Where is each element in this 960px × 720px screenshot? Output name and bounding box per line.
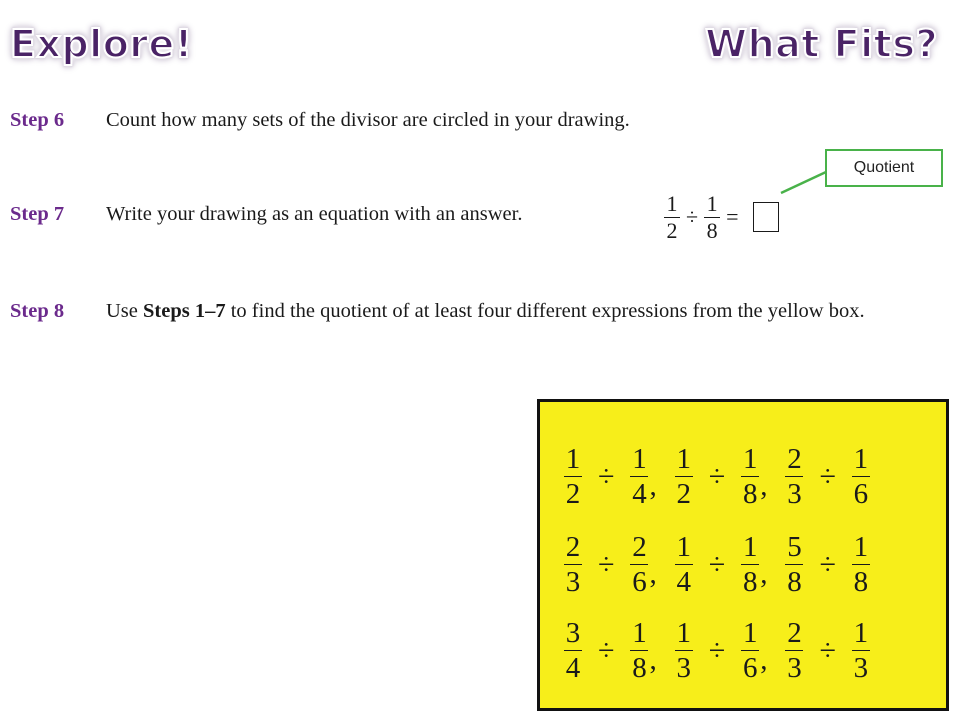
divisor-fraction: $\frac{2}{6}$ bbox=[632, 531, 647, 598]
what-fits-title: What Fits? bbox=[705, 22, 938, 66]
dividend-fraction: $\frac{3}{4}$ bbox=[565, 617, 581, 684]
step-8-text: Use Steps 1–7 to find the quotient of at least four different expressions from the yellow box. bbox=[106, 300, 865, 322]
divide-sign: ÷ bbox=[708, 459, 726, 493]
division-expression bbox=[564, 616, 675, 685]
dividend-fraction: $\frac{1}{2}$ bbox=[565, 443, 581, 510]
division-expression bbox=[564, 442, 675, 511]
division-expression bbox=[564, 530, 675, 599]
divisor-fraction: $\frac{1}{3}$ bbox=[853, 617, 869, 684]
explore-title: Explore! bbox=[10, 22, 193, 66]
expression-row bbox=[564, 442, 870, 511]
equation-fraction-b: $\frac{1}{8}$ bbox=[704, 191, 720, 244]
yellow-expression-box bbox=[537, 399, 949, 711]
divisor-fraction: $\frac{1}{8}$ bbox=[742, 531, 758, 598]
comma-separator: , bbox=[649, 644, 657, 676]
divide-sign: ÷ bbox=[819, 633, 836, 667]
divide-sign: ÷ bbox=[708, 633, 726, 667]
expression-row bbox=[564, 530, 870, 599]
answer-box[interactable] bbox=[753, 202, 779, 232]
divisor-fraction: $\frac{1}{6}$ bbox=[853, 443, 869, 510]
divisor-fraction: $\frac{1}{6}$ bbox=[742, 617, 758, 684]
division-expression bbox=[785, 616, 869, 685]
comma-separator: , bbox=[760, 558, 768, 590]
quotient-label: Quotient bbox=[853, 159, 915, 176]
quotient-callout bbox=[825, 149, 943, 187]
step-7-label: Step 7 bbox=[10, 203, 65, 225]
step-6-text: Count how many sets of the divisor are circled in your drawing. bbox=[106, 109, 630, 131]
step-7-equation bbox=[664, 186, 779, 248]
step-6-label: Step 6 bbox=[10, 109, 65, 131]
equation-equals: = bbox=[726, 204, 739, 229]
comma-separator: , bbox=[760, 470, 768, 502]
dividend-fraction: $\frac{2}{3}$ bbox=[565, 531, 581, 598]
comma-separator: , bbox=[760, 644, 768, 676]
divisor-fraction: $\frac{1}{4}$ bbox=[632, 443, 647, 510]
equation-divide: ÷ bbox=[686, 204, 699, 229]
dividend-fraction: $\frac{1}{2}$ bbox=[676, 443, 691, 510]
step-7-text: Write your drawing as an equation with an answer. bbox=[106, 203, 523, 225]
dividend-fraction: $\frac{2}{3}$ bbox=[787, 617, 802, 684]
division-expression bbox=[675, 442, 786, 511]
expression-row bbox=[564, 616, 870, 685]
divide-sign: ÷ bbox=[819, 547, 836, 581]
division-expression bbox=[675, 530, 786, 599]
equation-fraction-a: $\frac{1}{2}$ bbox=[664, 191, 680, 244]
divide-sign: ÷ bbox=[598, 633, 615, 667]
divide-sign: ÷ bbox=[598, 459, 615, 493]
dividend-fraction: $\frac{1}{3}$ bbox=[676, 617, 691, 684]
step-8-label: Step 8 bbox=[10, 300, 65, 322]
divisor-fraction: $\frac{1}{8}$ bbox=[742, 443, 758, 510]
division-expression bbox=[785, 530, 869, 599]
comma-separator: , bbox=[649, 470, 657, 502]
comma-separator: , bbox=[649, 558, 657, 590]
dividend-fraction: $\frac{5}{8}$ bbox=[787, 531, 802, 598]
divide-sign: ÷ bbox=[708, 547, 726, 581]
divide-sign: ÷ bbox=[819, 459, 836, 493]
divide-sign: ÷ bbox=[598, 547, 615, 581]
divisor-fraction: $\frac{1}{8}$ bbox=[853, 531, 869, 598]
division-expression bbox=[785, 442, 869, 511]
division-expression bbox=[675, 616, 786, 685]
dividend-fraction: $\frac{2}{3}$ bbox=[787, 443, 802, 510]
steps-range-bold: Steps 1–7 bbox=[143, 300, 226, 322]
dividend-fraction: $\frac{1}{4}$ bbox=[676, 531, 691, 598]
divisor-fraction: $\frac{1}{8}$ bbox=[632, 617, 647, 684]
